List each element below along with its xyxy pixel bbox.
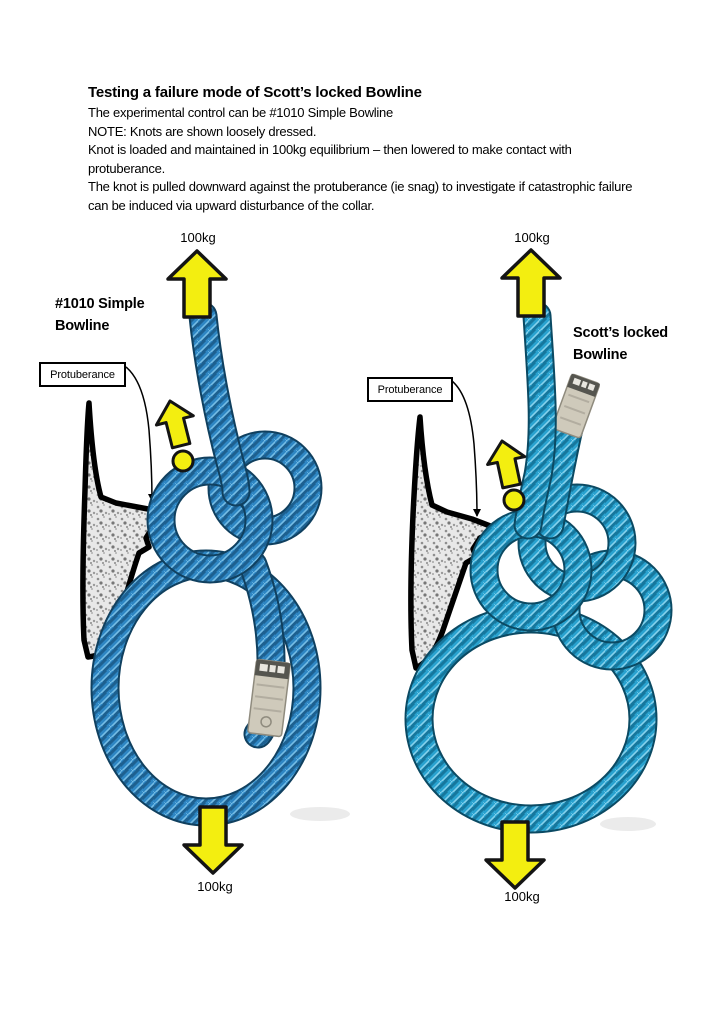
loop-shadow-right xyxy=(600,817,656,831)
page-title: Testing a failure mode of Scott’s locked Bowline xyxy=(88,84,422,101)
load-arrow-up-left xyxy=(168,251,226,317)
knot-name-right xyxy=(573,322,668,366)
intro-line-2: NOTE: Knots are shown loosely dressed. xyxy=(88,123,317,139)
protuberance-callout-right xyxy=(367,377,453,402)
knot-name-right-line2: Bowline xyxy=(573,347,628,363)
loop-shadow-left xyxy=(290,807,350,821)
intro-line-5: The knot is pulled downward against the protuberance (ie snag) to investigate if catastrophic failure xyxy=(88,179,633,194)
knot-name-left xyxy=(55,293,145,337)
protuberance-callout-left xyxy=(39,362,126,387)
knot-name-right-line1: Scott’s locked xyxy=(573,325,668,341)
knot-name-left-line2: Bowline xyxy=(55,318,110,334)
load-label-top-left: 100kg xyxy=(180,230,216,245)
load-label-top-right: 100kg xyxy=(514,230,550,245)
intro-line-6: can be induced via upward disturbance of the collar. xyxy=(88,197,375,213)
load-label-bottom-right: 100kg xyxy=(504,889,540,904)
upward-disturbance-arrow-left xyxy=(152,396,200,450)
protuberance-pointer-right xyxy=(452,381,477,516)
intro-paragraph xyxy=(88,104,708,215)
intro-line-1: The experimental control can be #1010 Simple Bowline xyxy=(88,105,393,120)
intro-line-3: Knot is loaded and maintained in 100kg equilibrium – then lowered to make contact with xyxy=(88,142,572,157)
rope-end-tape-left xyxy=(248,659,291,737)
intro-line-4: protuberance. xyxy=(88,160,165,176)
left-figure xyxy=(83,251,350,873)
load-arrow-up-right xyxy=(502,250,560,316)
protuberance-callout-left-label: Protuberance xyxy=(50,368,115,381)
knot-name-left-line1: #1010 Simple xyxy=(55,296,145,312)
protuberance-pointer-left xyxy=(126,367,152,501)
protuberance-callout-right-label: Protuberance xyxy=(377,383,443,396)
rope-end-tape-right xyxy=(552,374,600,439)
disturbance-point-dot-left xyxy=(173,451,193,471)
load-label-bottom-left: 100kg xyxy=(197,879,233,894)
disturbance-point-dot-right xyxy=(504,490,524,510)
